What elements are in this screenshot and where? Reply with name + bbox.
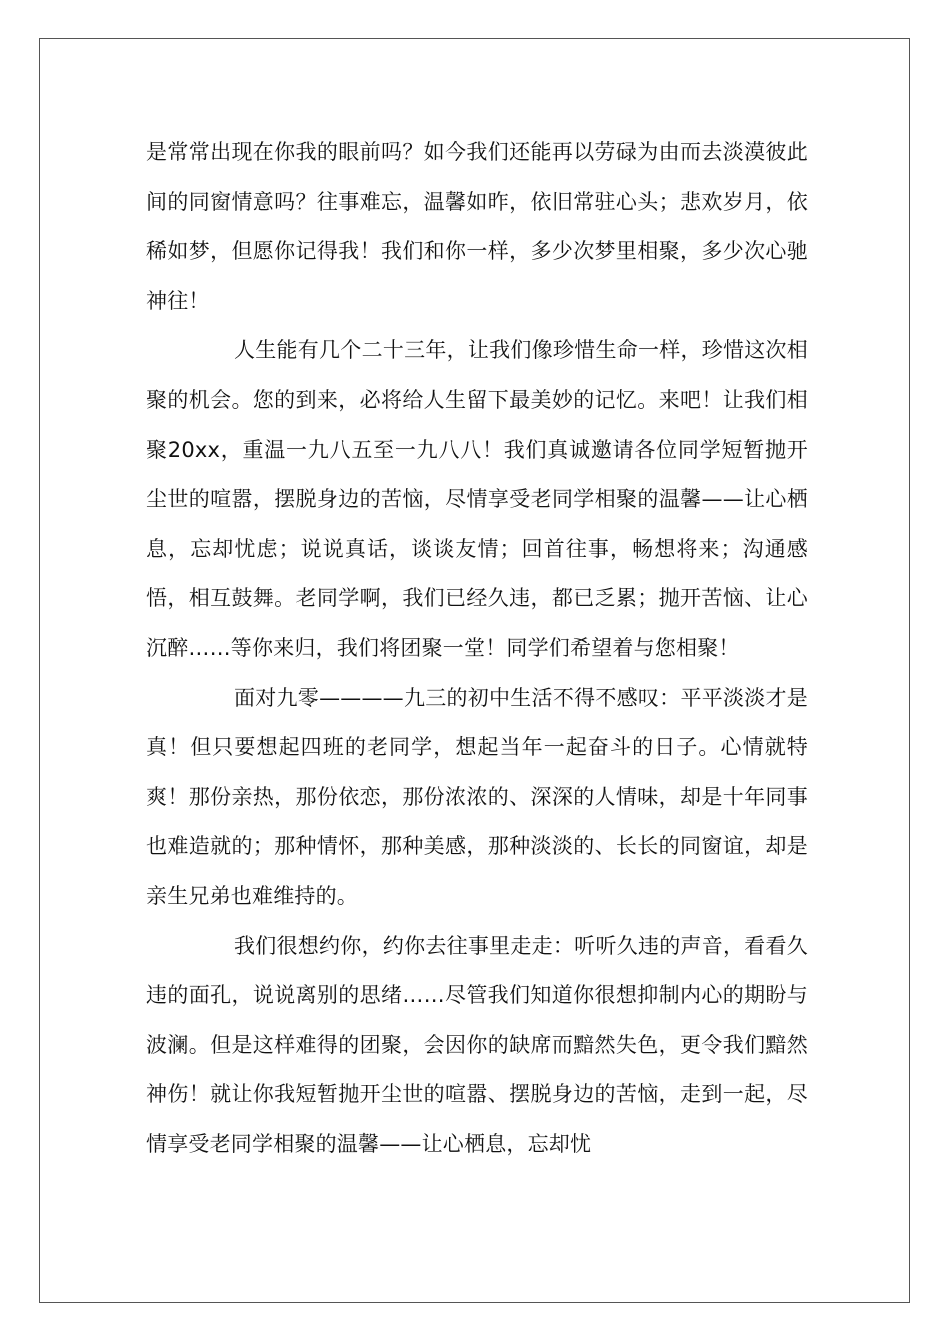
paragraph-3: 面对九零————九三的初中生活不得不感叹：平平淡淡才是真！但只要想起四班的老同学，想起当年一起奋斗的日子。心情就特爽！那份亲热，那份依恋，那份浓浓的、深深的人情味，却是十年同事也难造就的；那种情怀，那种美感，那种淡淡的、长长的同窗谊，却是亲生兄弟也难维持的。: [146, 685, 808, 908]
document-body: [146, 128, 808, 1169]
paragraph-4: 我们很想约你，约你去往事里走走：听听久违的声音，看看久违的面孔，说说离别的思绪……尽管我们知道你很想抑制内心的期盼与波澜。但是这样难得的团聚，会因你的缺席而黯然失色，更令我们黯然神伤！就让你我短暂抛开尘世的喧嚣、摆脱身边的苦恼，走到一起，尽情享受老同学相聚的温馨——让心栖息，忘却忧: [146, 933, 808, 1156]
paragraph-2: 人生能有几个二十三年，让我们像珍惜生命一样，珍惜这次相聚的机会。您的到来，必将给人生留下最美妙的记忆。来吧！让我们相聚20xx，重温一九八五至一九八八！我们真诚邀请各位同学短暂抛开尘世的喧嚣，摆脱身边的苦恼，尽情享受老同学相聚的温馨——让心栖息，忘却忧虑；说说真话，谈谈友情；回首往事，畅想将来；沟通感悟，相互鼓舞。老同学啊，我们已经久违，都已乏累；抛开苦恼、让心沉醉……等你来归，我们将团聚一堂！同学们希望着与您相聚！: [146, 338, 808, 660]
paragraph-1: 是常常出现在你我的眼前吗？如今我们还能再以劳碌为由而去淡漠彼此间的同窗情意吗？往事难忘，温馨如昨，依旧常驻心头；悲欢岁月，依稀如梦，但愿你记得我！我们和你一样，多少次梦里相聚，多少次心驰神往！: [146, 140, 808, 313]
